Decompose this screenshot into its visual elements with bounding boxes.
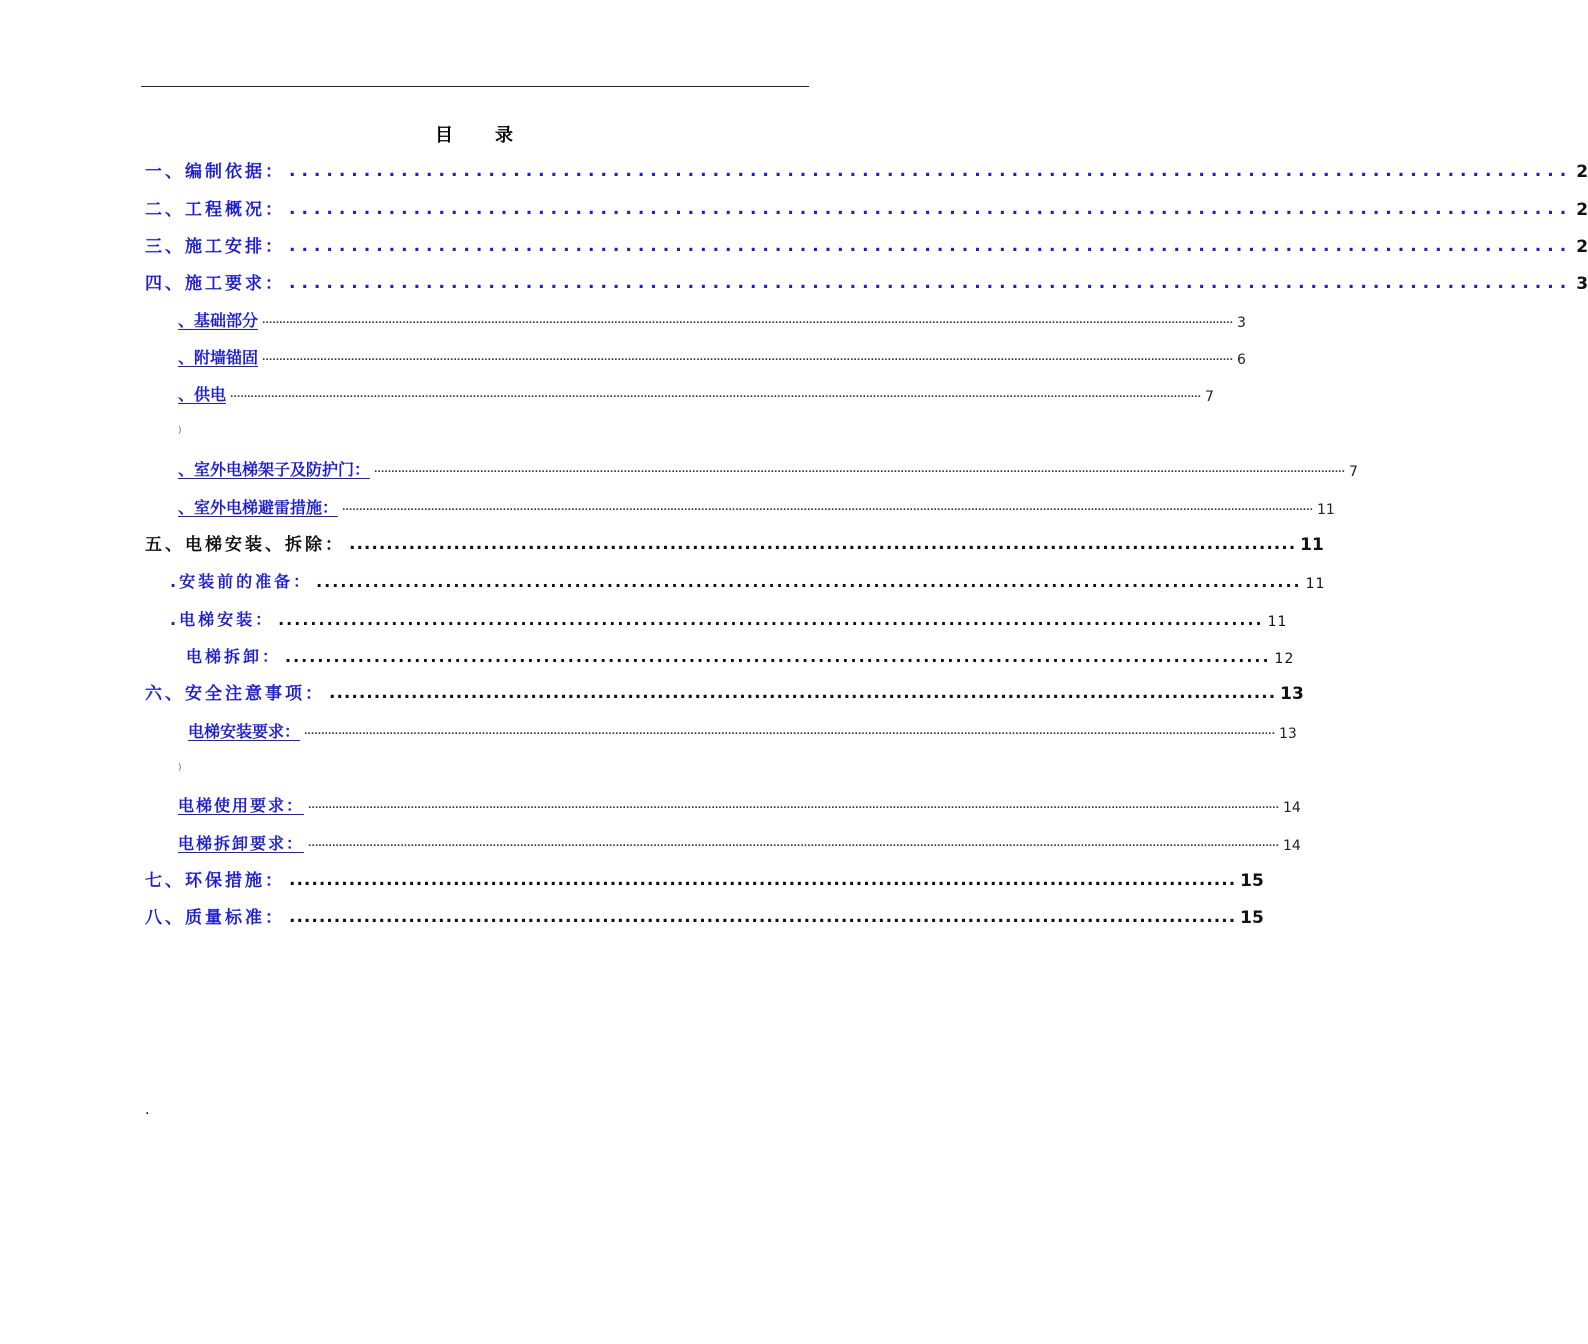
toc-subentry[interactable] — [178, 344, 1246, 368]
toc-entry-page: 3 — [1237, 315, 1246, 331]
toc-leader: .......................................................................................................................... — [278, 610, 1264, 629]
toc-subentry[interactable] — [178, 792, 1301, 816]
toc-entry-label: 二、工程概况： — [145, 200, 285, 220]
header-rule — [141, 86, 809, 87]
toc-entry-label: 、供电 — [178, 385, 227, 404]
toc-entry-label: 、附墙锚固 — [178, 348, 259, 367]
toc-entry-label: 、室外电梯架子及防护门： — [178, 460, 371, 479]
toc-entry-label: 七、环保措施： — [145, 871, 285, 891]
toc-entry-page: 11 — [1300, 535, 1324, 555]
toc-entry-label: 电梯拆卸要求： — [178, 834, 305, 853]
toc-leader: ............................................................................................................................................................................................................................................................................................ — [230, 390, 1201, 400]
toc-entry[interactable] — [145, 270, 1588, 294]
toc-entry-label: 电梯使用要求： — [178, 796, 305, 815]
toc-entry-label: 六、安全注意事项： — [145, 684, 325, 704]
toc-leader: ............................................................................................................................................................................................................................................................................................ — [374, 465, 1345, 475]
toc-subentry[interactable] — [178, 718, 1297, 742]
toc-entry-label: 五、电梯安装、拆除： — [145, 535, 345, 555]
toc-entry[interactable] — [145, 531, 1324, 555]
toc-leader: ............................................................................................................................... — [329, 683, 1277, 703]
toc-entry-label: 八、质量标准： — [145, 908, 285, 928]
toc-entry-page: 11 — [1317, 502, 1335, 518]
toc-entry-page: 14 — [1283, 800, 1301, 816]
toc-entry-label: .安装前的准备： — [170, 572, 313, 591]
toc-entry-label: 电梯拆卸： — [186, 647, 282, 666]
toc-entry-page: 2 — [1576, 162, 1588, 182]
toc-entry-page: 3 — [1576, 274, 1588, 294]
toc-entry[interactable] — [145, 196, 1588, 220]
toc-leader: ............................................................................................................................... — [289, 907, 1237, 927]
toc-leader: ............................................................................................................................... — [289, 870, 1237, 890]
toc-leader: ............................................................................................................................................................................................................................................................................................ — [342, 503, 1313, 513]
toc-subentry[interactable] — [186, 643, 1295, 667]
toc-entry[interactable] — [145, 867, 1264, 891]
toc-entry-page: 7 — [1349, 464, 1358, 480]
toc-leader: ....................................................................................................... — [289, 236, 1573, 256]
footer-mark: . — [145, 1102, 150, 1118]
toc-subentry[interactable] — [178, 307, 1246, 331]
toc-entry-page: 12 — [1274, 651, 1295, 667]
toc-entry-page: 13 — [1280, 684, 1304, 704]
toc-entry-page: 15 — [1240, 871, 1264, 891]
separator-mark: ) — [178, 763, 182, 773]
toc-entry-label: 四、施工要求： — [145, 274, 285, 294]
toc-entry-page: 2 — [1576, 200, 1588, 220]
toc-entry-label: 、室外电梯避雷措施： — [178, 498, 339, 517]
toc-entry-page: 7 — [1205, 389, 1214, 405]
toc-subentry[interactable] — [170, 606, 1288, 630]
toc-entry[interactable] — [145, 158, 1588, 182]
toc-leader: ............................................................................................................................................................................................................................................................................................ — [304, 727, 1275, 737]
toc-entry-page: 6 — [1237, 352, 1246, 368]
toc-leader: ............................................................................................................................... — [349, 534, 1297, 554]
toc-leader: ....................................................................................................... — [289, 273, 1573, 293]
toc-leader: ............................................................................................................................................................................................................................................................................................ — [262, 353, 1233, 363]
toc-subentry[interactable] — [178, 456, 1358, 480]
toc-subentry[interactable] — [178, 830, 1301, 854]
toc-entry-label: 一、编制依据： — [145, 162, 285, 182]
toc-subentry[interactable] — [178, 381, 1214, 405]
toc-leader: .......................................................................................................................... — [285, 647, 1271, 666]
toc-subentry[interactable] — [178, 494, 1335, 518]
toc-leader: ............................................................................................................................................................................................................................................................................................ — [262, 316, 1233, 326]
toc-entry-page: 11 — [1305, 576, 1326, 592]
toc-entry[interactable] — [145, 680, 1304, 704]
toc-entry-page: 14 — [1283, 838, 1301, 854]
toc-entry-label: 电梯安装要求： — [188, 722, 301, 741]
toc-leader: .......................................................................................................................... — [316, 572, 1302, 591]
toc-subentry[interactable] — [170, 568, 1326, 592]
toc-entry-label: 三、施工安排： — [145, 237, 285, 257]
toc-leader: ....................................................................................................... — [289, 199, 1573, 219]
toc-entry-page: 11 — [1267, 614, 1288, 630]
toc-leader: ............................................................................................................................................................................................................................................................................................ — [308, 801, 1279, 811]
title-right: 录 — [495, 125, 515, 146]
toc-entry-page: 2 — [1576, 237, 1588, 257]
page-title — [0, 121, 950, 147]
toc-entry[interactable] — [145, 233, 1588, 257]
toc-entry-page: 13 — [1279, 726, 1297, 742]
toc-entry-page: 15 — [1240, 908, 1264, 928]
toc-entry[interactable] — [145, 904, 1264, 928]
toc-entry-label: 、基础部分 — [178, 311, 259, 330]
toc-entry-label: .电梯安装： — [170, 610, 275, 629]
toc-leader: ............................................................................................................................................................................................................................................................................................ — [308, 839, 1279, 849]
toc-leader: ....................................................................................................... — [289, 161, 1573, 181]
separator-mark: ) — [178, 426, 182, 436]
title-left: 目 — [435, 125, 455, 146]
